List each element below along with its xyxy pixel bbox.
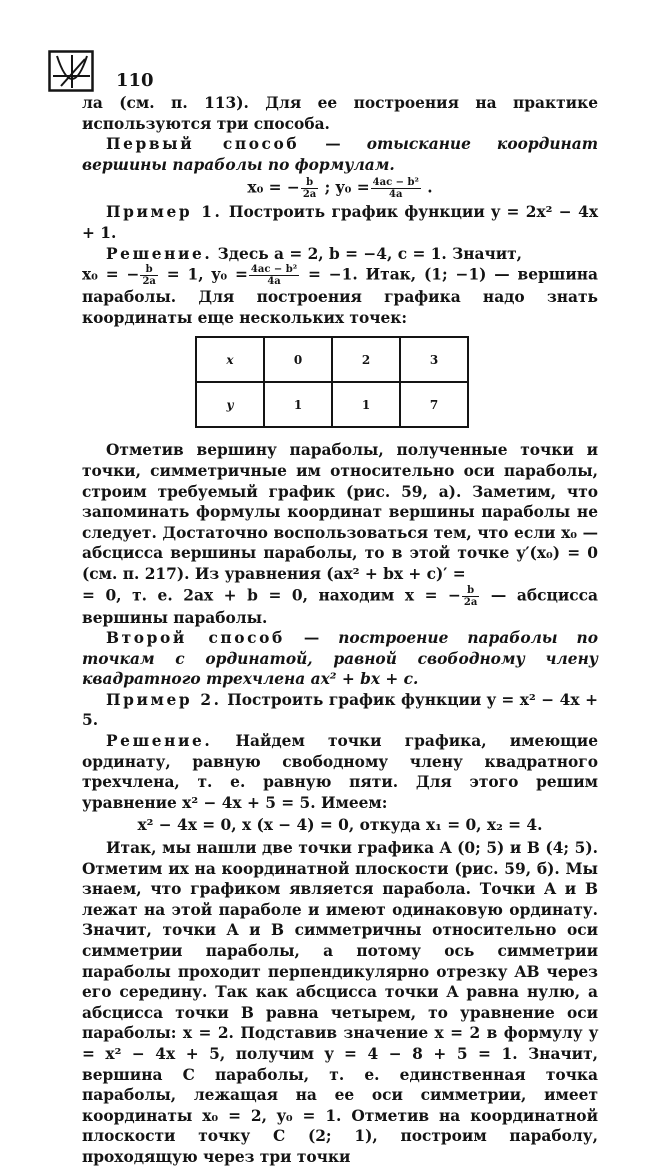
fraction (462, 585, 479, 608)
table-cell: 7 (400, 382, 468, 427)
values-table (195, 336, 469, 428)
body-text (82, 93, 598, 1168)
vertex-formula (82, 177, 598, 200)
vertex-computation (82, 264, 598, 328)
formula-y0: = 1, y₀ = (158, 265, 248, 284)
equation-line: x² − 4x = 0, x (x − 4) = 0, откуда x₁ = 0, x₂ = 4. (137, 816, 543, 835)
numerator: 4ac − b² (250, 264, 298, 276)
solution-1-text: Здесь a = 2, b = −4, c = 1. Значит, (212, 244, 523, 263)
numerator: b (462, 585, 479, 597)
example-1-label: Пример 1. (106, 203, 223, 222)
table-cell: x (196, 337, 264, 382)
first-method-desc: отыскание координат вершины параболы по формулам. (82, 135, 598, 174)
vertex-result-text: = −1. Итак, (1; −1) — вершина параболы. Для построения графика надо знать координаты еще нескольких точек: (82, 265, 598, 327)
solution-2 (82, 731, 598, 813)
fraction (301, 177, 318, 200)
formula-y0: ; y₀ = (319, 178, 370, 197)
fraction (249, 264, 299, 287)
table-row (196, 337, 468, 382)
table-cell: 1 (264, 382, 332, 427)
fraction (140, 264, 157, 287)
numerator: 4ac − b² (372, 177, 419, 189)
second-method (82, 628, 598, 690)
formula-x0: x₀ = − (82, 265, 140, 284)
solution-2-text: Найдем точки графика, имеющие ординату, равную свободному члену квадратного трехчлена, т. е. равную пяти. Для этого решим уравнение x² − 4x + 5 = 5. Имеем: (82, 732, 598, 812)
denominator: 2a (302, 189, 317, 201)
table-cell: 1 (332, 382, 400, 427)
page-number: 110 (116, 70, 154, 91)
table-cell: 3 (400, 337, 468, 382)
dash: — (284, 629, 339, 648)
second-method-label: Второй способ (106, 629, 285, 648)
example-2-label: Пример 2. (106, 690, 222, 709)
example-1-text: Построить график функции y = 2x² − 4x + 1. (82, 203, 598, 242)
denominator: 4a (389, 189, 403, 201)
example-2-text: Построить график функции y = x² − 4x + 5. (82, 690, 598, 730)
solution-1 (82, 244, 598, 265)
derivative-text-end: — абсцисса вершины параболы. (82, 586, 598, 627)
formula-end: . (421, 178, 433, 197)
formula-x0: x₀ = − (247, 178, 300, 197)
first-method (82, 134, 598, 175)
solution-1-label: Решение. (106, 244, 213, 263)
example-2 (82, 690, 598, 731)
table-cell: 2 (332, 337, 400, 382)
dash: — (299, 135, 367, 154)
paragraph-intro: ла (см. п. 113). Для ее построения на практике используются три способа. (82, 94, 598, 133)
table-cell: y (196, 382, 264, 427)
solution-2-label: Решение. (106, 732, 213, 751)
derivative-text: = 0, т. е. 2ax + b = 0, находим x = − (82, 586, 461, 604)
numerator: b (301, 177, 318, 189)
first-method-label: Первый способ (106, 135, 300, 154)
denominator: 2a (463, 596, 478, 608)
paragraph-graph: Отметив вершину параболы, полученные точки и точки, симметричные им относительно оси параболы, строим требуемый график (рис. 59, а). Заметим, что запоминать формулы координат вершины параболы не следует. Достаточно воспользоваться тем, что если x₀ — абсцисса вершины параболы, то в этой точке y′(x₀) = 0 (см. п. 217). Из уравнения (ax² + bx + c)′ = (82, 441, 598, 583)
table-cell: 0 (264, 337, 332, 382)
fraction (371, 177, 421, 200)
table-row (196, 382, 468, 427)
denominator: 2a (142, 276, 156, 288)
second-method-desc: построение параболы по точкам с ординатой, равной свободному члену квадратного трехчлена ax² + bx + c. (82, 629, 599, 689)
parabola-graph-logo-icon (48, 50, 94, 92)
paragraph-conclusion: Итак, мы нашли две точки графика A (0; 5) и B (4; 5). Отметим их на координатной плоскости (рис. 59, б). Мы знаем, что графиком является парабола. Точки A и B лежат на этой параболе и имеют одинаковую ординату. Значит, точки A и B симметричны относительно оси симметрии параболы, а потому ось симметрии параболы проходит перпендикулярно отрезку AB через его середину. Так как абсцисса точки A равна нулю, а абсцисса точки B равна четырем, то уравнение оси параболы: x = 2. Подставив значение x = 2 в формулу y = x² − 4x + 5, получим y = 4 − 8 + 5 = 1. Значит, вершина C параболы, т. е. единственная точка параболы, лежащая на ее оси симметрии, имеет координаты x₀ = 2, y₀ = 1. Отметив на координатной плоскости точку C (2; 1), построим параболу, проходящую через три точки (82, 839, 598, 1166)
derivative-line (82, 585, 598, 629)
denominator: 4a (267, 276, 281, 288)
example-1 (82, 202, 598, 243)
numerator: b (140, 264, 157, 276)
